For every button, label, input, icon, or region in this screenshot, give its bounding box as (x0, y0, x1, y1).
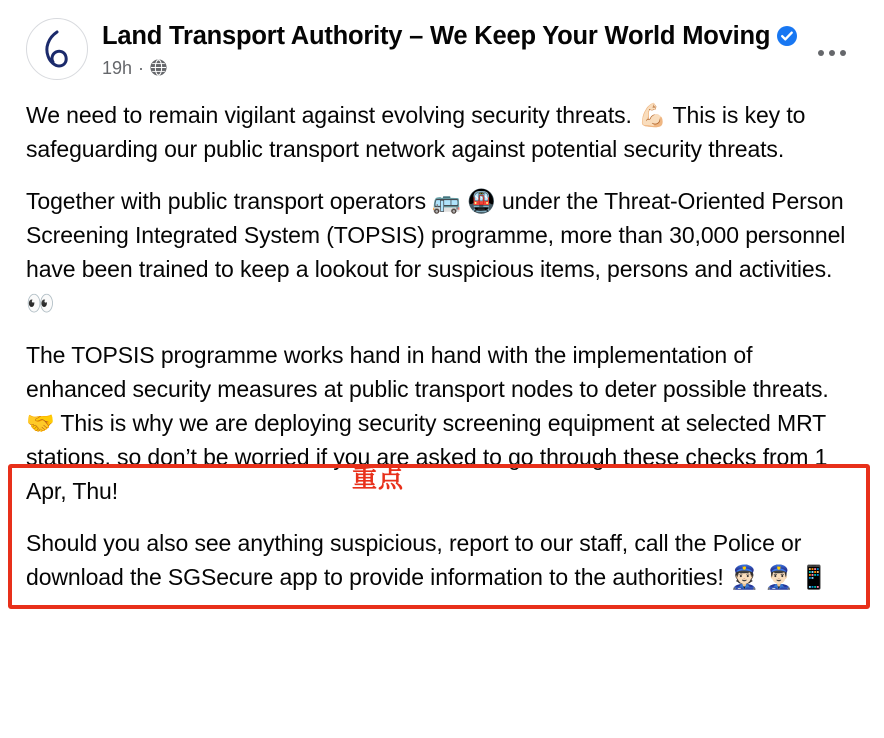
page-name[interactable]: Land Transport Authority – We Keep Your World Moving (102, 22, 771, 50)
meta-separator: · (138, 57, 145, 78)
post-paragraph: Should you also see anything suspicious, report to our staff, call the Police or download the SGSecure app to provide information to the authorities! 👮🏻 👮🏻‍♂️ 📱 (26, 530, 829, 590)
dot-icon (829, 50, 835, 56)
dot-icon (840, 50, 846, 56)
verified-badge-icon (776, 25, 798, 52)
more-options-button[interactable] (810, 38, 854, 68)
post-timestamp[interactable]: 19h (102, 57, 133, 78)
globe-icon[interactable] (150, 59, 167, 76)
post-body (22, 98, 862, 594)
post-paragraph: We need to remain vigilant against evolving security threats. 💪🏻 This is key to safeguarding our public transport network against potential security threats. (26, 102, 806, 162)
dot-icon (818, 50, 824, 56)
post-header (22, 18, 862, 80)
post-meta (102, 59, 862, 77)
lta-logo-icon (34, 26, 80, 72)
post-paragraph: The TOPSIS programme works hand in hand with the implementation of enhanced security measures at public transport nodes to deter possible threats. 🤝 This is why we are deploying security screening equipment at selected MRT stations, so don’t be worried if you are asked to go through these checks from 1 Apr, Thu! (26, 342, 829, 504)
annotation-text: 重点 (352, 464, 405, 493)
post-header-text (102, 18, 862, 77)
avatar[interactable] (26, 18, 88, 80)
post-paragraph: Together with public transport operators 🚌 🚇 under the Threat-Oriented Person Screening Integrated System (TOPSIS) programme, more than 30,000 personnel have been trained to keep a lookout for suspicious items, persons and activities. 👀 (26, 188, 846, 316)
